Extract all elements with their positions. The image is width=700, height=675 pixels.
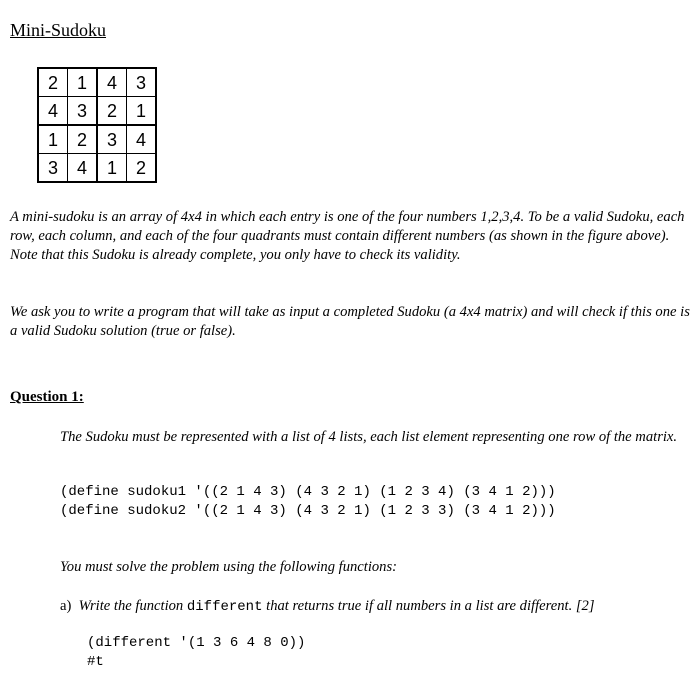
code-define-sudoku1: (define sudoku1 '((2 1 4 3) (4 3 2 1) (1 2 3 4) (3 4 1 2)))	[60, 484, 556, 500]
page-title: Mini-Sudoku	[10, 20, 107, 40]
grid-cell: 2	[97, 97, 127, 126]
part-a-text-after: that returns true if all numbers in a list are different. [2]	[266, 598, 595, 614]
grid-cell: 3	[68, 97, 98, 126]
grid-cell: 4	[38, 97, 68, 126]
code-define-sudoku2: (define sudoku2 '((2 1 4 3) (4 3 2 1) (1 2 3 3) (3 4 1 2)))	[60, 503, 556, 519]
task-paragraph: We ask you to write a program that will take as input a completed Sudoku (a 4x4 matrix) and will check if this one is a valid Sudoku solution (true or false).	[10, 304, 690, 339]
functions-intro: You must solve the problem using the following functions:	[60, 559, 398, 575]
question-heading: Question 1:	[10, 389, 84, 405]
grid-row	[38, 97, 156, 126]
grid-row	[38, 154, 156, 183]
grid-cell: 3	[127, 68, 157, 97]
representation-text: The Sudoku must be represented with a list of 4 lists, each list element representing one row of the matrix.	[60, 429, 678, 445]
part-a-question	[60, 597, 595, 617]
part-a-text-before: Write the function	[78, 598, 184, 614]
grid-cell: 4	[127, 125, 157, 154]
grid-cell: 4	[68, 154, 98, 183]
grid-cell: 3	[38, 154, 68, 183]
grid-cell: 3	[97, 125, 127, 154]
grid-cell: 2	[127, 154, 157, 183]
example-call: (different '(1 3 6 4 8 0))	[87, 635, 306, 651]
grid-cell: 1	[38, 125, 68, 154]
grid-cell: 1	[68, 68, 98, 97]
sudoku-grid	[37, 67, 157, 183]
grid-cell: 4	[97, 68, 127, 97]
grid-cell: 2	[38, 68, 68, 97]
grid-cell: 2	[68, 125, 98, 154]
part-a-function-name: different	[186, 599, 263, 615]
grid-cell: 1	[127, 97, 157, 126]
grid-row	[38, 125, 156, 154]
example-result: #t	[87, 654, 104, 670]
grid-row	[38, 68, 156, 97]
intro-paragraph: A mini-sudoku is an array of 4x4 in which each entry is one of the four numbers 1,2,3,4. To be a valid Sudoku, each row, each column, and each of the four quadrants must contain different numbers (as shown in the figure above). Note that this Sudoku is already complete, you only have to check its validity.	[10, 209, 685, 263]
grid-cell: 1	[97, 154, 127, 183]
part-a-marker: a)	[60, 598, 72, 614]
